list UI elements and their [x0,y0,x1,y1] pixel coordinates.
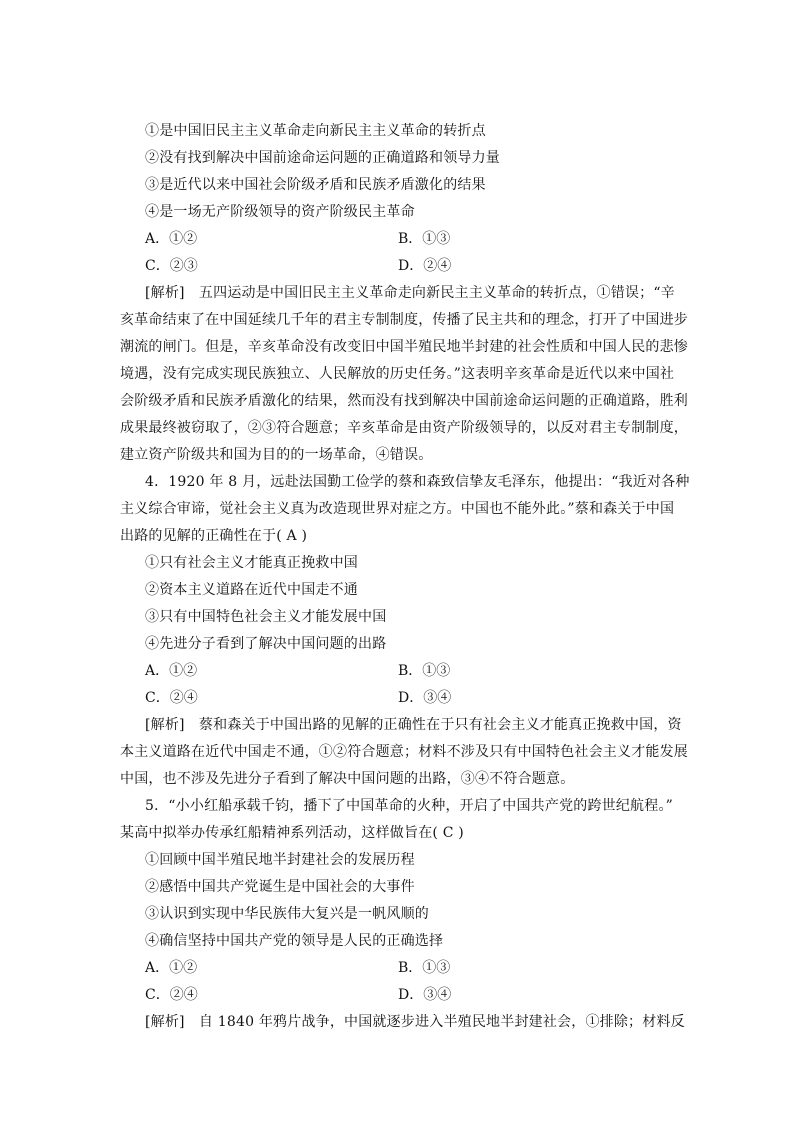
q3-statement-4: ④是一场无产阶级领导的资产阶级民主革命 [145,204,415,220]
q3-analysis-line-6: 成果最终被窃取了，②③符合题意；辛亥革命是由资产阶级领导的，以反对君主专制制度， [120,420,688,436]
q4-statement-2: ②资本主义道路在近代中国走不通 [145,582,358,598]
q4-option-b: B．①③ [398,663,451,679]
q5-statement-3: ③认识到实现中华民族伟大复兴是一帆风顺的 [145,906,429,922]
q4-analysis-line-2: 本主义道路在近代中国走不通，①②符合题意；材料不涉及只有中国特色社会主义才能发展 [120,744,688,760]
q3-statement-1: ①是中国旧民主主义革命走向新民主主义革命的转折点 [145,123,486,139]
q5-option-b: B．①③ [398,960,451,976]
q3-option-a: A．①② [145,231,198,247]
q4-analysis-line-3: 中国，也不涉及先进分子看到了解决中国问题的出路，③④不符合题意。 [120,771,575,787]
q3-option-b: B．①③ [398,231,451,247]
q5-stem-line-2: 某高中拟举办传承红船精神系列活动，这样做旨在( C ) [120,825,464,841]
q3-analysis-line-7: 建立资产阶级共和国为目的的一场革命，④错误。 [120,447,433,463]
q5-stem-line-1: 5．“小小红船承载千钧，播下了中国革命的火种，开启了中国共产党的跨世纪航程。” [145,798,674,814]
q5-analysis-line-1: [解析] 自 1840 年鸦片战争，中国就逐步进入半殖民地半封建社会，①排除；材料反 [145,1014,685,1030]
q5-option-d: D．③④ [398,987,452,1003]
q4-statement-1: ①只有社会主义才能真正挽救中国 [145,555,358,571]
q4-statement-4: ④先进分子看到了解决中国问题的出路 [145,636,387,652]
q3-analysis-line-4: 境遇，没有完成实现民族独立、人民解放的历史任务。”这表明辛亥革命是近代以来中国社 [120,366,675,382]
q4-analysis-line-1: [解析] 蔡和森关于中国出路的见解的正确性在于只有社会主义才能真正挽救中国，资 [145,717,682,733]
q5-option-c: C．②④ [145,987,198,1003]
q3-analysis-line-5: 会阶级矛盾和民族矛盾激化的结果，然而没有找到解决中国前途命运问题的正确道路，胜利 [120,393,688,409]
q5-option-a: A．①② [145,960,198,976]
q5-statement-2: ②感悟中国共产党诞生是中国社会的大事件 [145,879,415,895]
q5-statement-1: ①回顾中国半殖民地半封建社会的发展历程 [145,852,415,868]
q4-option-c: C．②④ [145,690,198,706]
q4-statement-3: ③只有中国特色社会主义才能发展中国 [145,609,387,625]
q4-stem-line-1: 4．1920 年 8 月，远赴法国勤工俭学的蔡和森致信挚友毛泽东，他提出：“我近对各种 [145,474,690,490]
q3-option-d: D．②④ [398,258,452,274]
q3-analysis-line-2: 亥革命结束了在中国延续几千年的君主专制制度，传播了民主共和的理念，打开了中国进步 [120,312,688,328]
q3-statement-2: ②没有找到解决中国前途命运问题的正确道路和领导力量 [145,150,500,166]
q3-analysis-line-1: [解析] 五四运动是中国旧民主主义革命走向新民主主义革命的转折点，①错误；“辛 [145,285,675,301]
q4-option-a: A．①② [145,663,198,679]
q4-stem-line-3: 出路的见解的正确性在于( A ) [120,528,308,544]
q3-option-c: C．②③ [145,258,198,274]
q4-stem-line-2: 主义综合审谛，觉社会主义真为改造现世界对症之方。中国也不能外此。”蔡和森关于中国 [120,501,675,517]
q5-statement-4: ④确信坚持中国共产党的领导是人民的正确选择 [145,933,444,949]
q3-statement-3: ③是近代以来中国社会阶级矛盾和民族矛盾激化的结果 [145,177,486,193]
q3-analysis-line-3: 潮流的闸门。但是，辛亥革命没有改变旧中国半殖民地半封建的社会性质和中国人民的悲惨 [120,339,688,355]
q4-option-d: D．③④ [398,690,452,706]
